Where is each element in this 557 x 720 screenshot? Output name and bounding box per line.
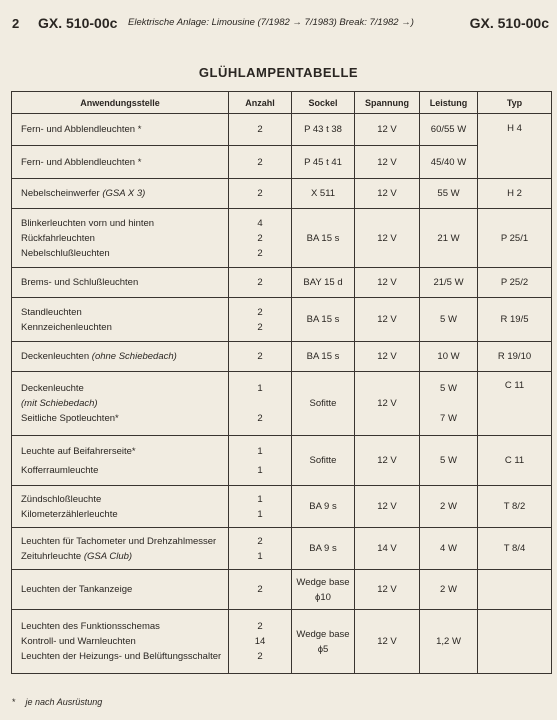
socket-value: BA 15 s: [306, 314, 340, 325]
table-row: [12, 528, 552, 570]
table-row: [12, 298, 552, 342]
socket-value: BA 15 s: [306, 351, 340, 362]
cell-power: [420, 610, 478, 674]
cell-power: [420, 298, 478, 342]
cell-use: [12, 179, 229, 209]
cell-count: [229, 298, 292, 342]
count-value: 2: [257, 124, 263, 135]
count-value: 2: [257, 188, 263, 199]
power-value: 21 W: [437, 232, 460, 244]
cell-socket: [292, 298, 355, 342]
count-value: 1: [257, 550, 263, 562]
power-value: 7 W: [440, 413, 457, 424]
footnote: [12, 697, 102, 707]
cell-socket: [292, 179, 355, 209]
cell-power: [420, 146, 478, 179]
count-value: 1: [257, 445, 263, 457]
count-value: 2: [257, 535, 263, 547]
cell-voltage: 12 V: [355, 114, 420, 146]
document-code-left: GX. 510-00c: [38, 15, 118, 31]
document-code-right: GX. 510-00c: [469, 15, 549, 31]
power-value: 55 W: [437, 188, 460, 199]
use-line: [21, 549, 228, 564]
table-row: [12, 486, 552, 528]
use-line: Leuchte auf Beifahrerseite*: [21, 445, 136, 457]
cell-use: [12, 114, 229, 146]
use-line: Kennzeichenleuchten: [21, 321, 112, 333]
use-line: Blinkerleuchten vorn und hinten: [21, 217, 155, 229]
count-value: 2: [257, 232, 263, 244]
use-line: Zündschloßleuchte: [21, 493, 102, 505]
use-line: Kilometerzählerleuchte: [21, 508, 118, 520]
cell-use: [12, 372, 229, 436]
cell-socket: [292, 486, 355, 528]
use-note: (GSA Club): [83, 550, 133, 562]
cell-count: [229, 610, 292, 674]
socket-value: BA 9 s: [309, 543, 337, 554]
cell-power: [420, 179, 478, 209]
table-row: [12, 179, 552, 209]
count-spacer: [229, 396, 291, 411]
socket-value: Sofitte: [309, 398, 337, 409]
count-value: 4: [257, 217, 263, 229]
table-row: [12, 209, 552, 268]
cell-voltage: 12 V: [355, 570, 420, 610]
use-line: Leuchten der Heizungs- und Belüftungsschalter: [21, 651, 222, 662]
cell-type: H 4: [478, 114, 552, 179]
table-row: [12, 570, 552, 610]
count-value: 2: [257, 247, 263, 259]
cell-socket: [292, 209, 355, 268]
power-value: 10 W: [437, 351, 460, 362]
count-value: 2: [257, 306, 263, 318]
cell-power: [420, 570, 478, 610]
power-value: 4 W: [440, 543, 457, 554]
use-line: [21, 186, 228, 201]
cell-count: [229, 528, 292, 570]
use-line: Deckenleuchte: [21, 383, 84, 394]
count-value: 2: [257, 351, 263, 362]
cell-type: P 25/1: [478, 209, 552, 268]
column-header-count: Anzahl: [229, 92, 292, 114]
cell-type: P 25/2: [478, 268, 552, 298]
cell-count: [229, 114, 292, 146]
cell-use: [12, 610, 229, 674]
cell-socket: [292, 372, 355, 436]
cell-use: [12, 146, 229, 179]
socket-diameter: ϕ10: [315, 591, 331, 603]
count-value: 14: [254, 636, 266, 647]
cell-voltage: 12 V: [355, 610, 420, 674]
use-line: Rückfahrleuchten: [21, 232, 95, 244]
cell-use: [12, 209, 229, 268]
page-title: GLÜHLAMPENTABELLE: [198, 65, 359, 80]
power-value: 60/55 W: [430, 124, 467, 135]
cell-power: [420, 528, 478, 570]
page-header: [0, 12, 557, 36]
count-value: 2: [257, 584, 263, 595]
cell-use: [12, 486, 229, 528]
cell-socket: [292, 436, 355, 486]
table-row: [12, 372, 552, 436]
bulb-table: [11, 91, 552, 674]
use-line: Fern- und Abblendleuchten *: [21, 124, 142, 135]
power-spacer: [420, 396, 477, 411]
socket-value: Wedge base: [296, 576, 350, 588]
cell-socket: [292, 114, 355, 146]
table-row: [12, 146, 552, 179]
cell-count: [229, 146, 292, 179]
cell-voltage: 12 V: [355, 209, 420, 268]
cell-voltage: 12 V: [355, 486, 420, 528]
count-value: 1: [257, 508, 263, 520]
cell-type: R 19/5: [478, 298, 552, 342]
cell-voltage: 12 V: [355, 298, 420, 342]
use-line: Nebelschlußleuchten: [21, 247, 110, 259]
cell-type: C 11: [478, 372, 552, 436]
cell-type: H 2: [478, 179, 552, 209]
cell-type: C 11: [478, 436, 552, 486]
use-line: [21, 349, 228, 364]
cell-use: [12, 528, 229, 570]
power-value: 5 W: [440, 314, 457, 325]
cell-socket: [292, 570, 355, 610]
use-text: Zeituhrleuchte: [21, 550, 84, 562]
cell-type: R 19/10: [478, 342, 552, 372]
cell-power: [420, 209, 478, 268]
cell-voltage: 12 V: [355, 342, 420, 372]
cell-power: [420, 268, 478, 298]
socket-value: BAY 15 d: [303, 277, 343, 288]
cell-type: [478, 610, 552, 674]
use-note: (GSA X 3): [102, 188, 146, 199]
cell-socket: [292, 268, 355, 298]
column-header-power: Leistung: [420, 92, 478, 114]
table-row: [12, 114, 552, 146]
table-header-row: [12, 92, 552, 114]
socket-value: BA 15 s: [306, 232, 340, 244]
count-value: 2: [257, 277, 263, 288]
cell-count: [229, 436, 292, 486]
cell-count: [229, 268, 292, 298]
cell-power: [420, 436, 478, 486]
cell-socket: [292, 528, 355, 570]
count-value: 2: [257, 413, 263, 424]
power-value: 21/5 W: [433, 277, 464, 288]
cell-type: [478, 570, 552, 610]
power-value: 1,2 W: [436, 636, 461, 647]
cell-use: [12, 342, 229, 372]
use-text: Deckenleuchten: [21, 351, 92, 362]
power-value: 45/40 W: [430, 156, 467, 168]
cell-count: [229, 486, 292, 528]
count-value: 2: [257, 156, 263, 168]
socket-diameter: ϕ5: [317, 643, 329, 655]
column-header-use: Anwendungsstelle: [12, 92, 229, 114]
socket-value: Wedge base: [296, 628, 350, 640]
table-row: [12, 610, 552, 674]
use-line: Seitliche Spotleuchten*: [21, 413, 119, 424]
use-line: Leuchten des Funktionsschemas: [21, 621, 160, 632]
power-value: 5 W: [440, 455, 457, 466]
cell-power: [420, 114, 478, 146]
cell-use: [12, 268, 229, 298]
power-value: 5 W: [440, 383, 457, 394]
cell-use: [12, 436, 229, 486]
count-value: 1: [257, 493, 263, 505]
page-number: 2: [12, 16, 20, 31]
footnote-marker: *: [12, 697, 16, 707]
column-header-voltage: Spannung: [355, 92, 420, 114]
cell-use: [12, 298, 229, 342]
table-row: [12, 436, 552, 486]
count-value: 2: [257, 621, 263, 632]
power-value: 2 W: [440, 584, 457, 595]
table-row: [12, 268, 552, 298]
count-value: 2: [257, 321, 263, 333]
table-row: [12, 342, 552, 372]
cell-count: [229, 342, 292, 372]
footnote-text: je nach Ausrüstung: [25, 697, 103, 707]
use-line: Standleuchten: [21, 306, 82, 318]
cell-power: [420, 372, 478, 436]
header-info: Elektrische Anlage: Limousine (7/1982 → 7/1983) Break: 7/1982 →): [128, 17, 414, 28]
cell-count: [229, 372, 292, 436]
cell-count: [229, 570, 292, 610]
cell-voltage: 12 V: [355, 146, 420, 179]
cell-voltage: 14 V: [355, 528, 420, 570]
count-value: 1: [257, 464, 263, 476]
use-line: Kontroll- und Warnleuchten: [21, 636, 136, 647]
socket-value: X 511: [310, 188, 336, 199]
cell-use: [12, 570, 229, 610]
power-value: 2 W: [440, 501, 457, 512]
use-line: Kofferraumleuchte: [21, 464, 99, 476]
cell-socket: [292, 146, 355, 179]
count-value: 1: [257, 383, 263, 394]
use-line: Fern- und Abblendleuchten *: [21, 156, 142, 168]
cell-power: [420, 486, 478, 528]
column-header-type: Typ: [478, 92, 552, 114]
count-value: 2: [257, 651, 263, 662]
use-note: (mit Schiebedach): [21, 398, 98, 409]
socket-value: P 45 t 41: [304, 156, 342, 168]
cell-voltage: 12 V: [355, 268, 420, 298]
cell-socket: [292, 610, 355, 674]
cell-voltage: 12 V: [355, 179, 420, 209]
use-line: Leuchten der Tankanzeige: [21, 584, 133, 595]
cell-socket: [292, 342, 355, 372]
socket-value: Sofitte: [309, 455, 337, 466]
cell-count: [229, 179, 292, 209]
cell-count: [229, 209, 292, 268]
socket-value: P 43 t 38: [304, 124, 342, 135]
column-header-socket: Sockel: [292, 92, 355, 114]
use-note: (ohne Schiebedach): [91, 351, 177, 362]
cell-voltage: 12 V: [355, 372, 420, 436]
use-line: Leuchten für Tachometer und Drehzahlmesser: [21, 535, 217, 547]
socket-value: BA 9 s: [309, 501, 337, 512]
cell-voltage: 12 V: [355, 436, 420, 486]
cell-type: T 8/4: [478, 528, 552, 570]
use-line: Brems- und Schlußleuchten: [21, 277, 139, 288]
use-text: Nebelscheinwerfer: [21, 188, 103, 199]
cell-power: [420, 342, 478, 372]
cell-type: T 8/2: [478, 486, 552, 528]
